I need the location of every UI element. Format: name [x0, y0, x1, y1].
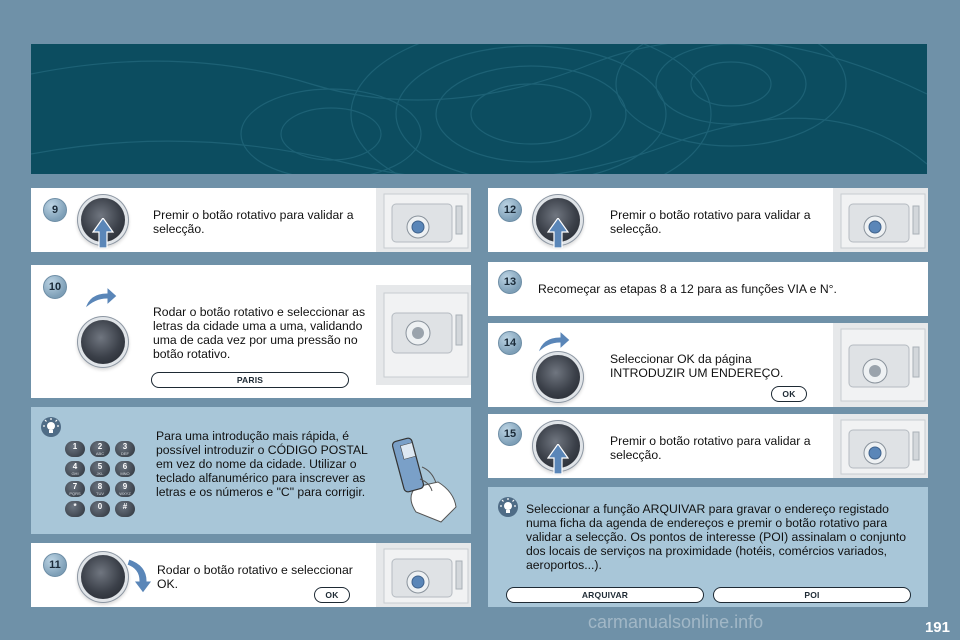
step-15-badge: 15: [498, 422, 522, 446]
alphanumeric-keypad: [65, 441, 137, 521]
keypad-key-digit: 5: [97, 462, 103, 471]
press-arrow-icon: [92, 218, 114, 248]
radio-unit-thumbnail: [376, 285, 471, 385]
tip-archive-panel: [488, 487, 928, 607]
step-11-text: Rodar o botão rotativo e seleccionar OK.: [157, 563, 353, 591]
header-banner: [31, 44, 927, 174]
radio-unit-thumbnail: [376, 543, 471, 607]
keypad-key-digit: 6: [122, 462, 128, 471]
keypad-key[interactable]: [90, 481, 110, 497]
keypad-key[interactable]: [90, 441, 110, 457]
radio-unit-thumbnail: [833, 188, 928, 252]
keypad-key-digit: 8: [97, 482, 103, 491]
keypad-key[interactable]: [65, 461, 85, 477]
keypad-key[interactable]: [115, 481, 135, 497]
rotate-arrow-icon: [83, 285, 119, 311]
step-14-text: Seleccionar OK da página INTRODUZIR UM ENDEREÇO.: [610, 352, 784, 380]
radio-unit-thumbnail: [833, 414, 928, 478]
step-12-panel: [488, 188, 928, 252]
keypad-key-digit: 0: [97, 502, 103, 511]
step-10-panel: [31, 265, 471, 398]
keypad-key[interactable]: [115, 501, 135, 517]
keypad-key-letters: MNO: [120, 471, 130, 476]
keypad-key-digit: 3: [122, 442, 128, 451]
step-9-text: Premir o botão rotativo para validar a selecção.: [153, 208, 354, 236]
keypad-key[interactable]: [65, 501, 85, 517]
keypad-key[interactable]: [65, 481, 85, 497]
ok-button[interactable]: OK: [771, 386, 807, 402]
step-10-text: Rodar o botão rotativo e seleccionar as letras da cidade uma a uma, validando uma de cada vez por uma pressão no botão rotativo.: [153, 305, 366, 361]
keypad-key[interactable]: [90, 501, 110, 517]
keypad-key-digit: 4: [72, 462, 78, 471]
keypad-key-letters: ABC: [95, 451, 105, 456]
step-12-text: Premir o botão rotativo para validar a selecção.: [610, 208, 811, 236]
press-arrow-icon: [547, 444, 569, 474]
keypad-key-digit: 7: [72, 482, 78, 491]
tip-archive-text: Seleccionar a função ARQUIVAR para gravar o endereço registado numa ficha da agenda de endereços e premir o botão rotativo para validar a selecção. Os pontos de interesse (POI) assinalam o conjunto dos locais de serviços na proximidade (hotéis, comércios variados, aeroportos...).: [526, 502, 907, 572]
rotary-knob: [81, 555, 125, 599]
step-12-badge: 12: [498, 198, 522, 222]
rotate-arrow-icon: [536, 329, 572, 355]
arquivar-button[interactable]: ARQUIVAR: [506, 587, 704, 603]
tip-postal-code-text: Para uma introdução mais rápida, é possível introduzir o CÓDIGO POSTAL em vez do nome da cidade. Utilizar o teclado alfanumérico para inscrever as letras e os números e "C" para corrigir.: [156, 429, 368, 499]
poi-button[interactable]: POI: [713, 587, 911, 603]
keypad-key-letters: WXYZ: [119, 491, 131, 496]
keypad-key-letters: GHI: [71, 471, 79, 476]
ok-button[interactable]: OK: [314, 587, 350, 603]
keypad-key-letters: TUV: [96, 491, 104, 496]
radio-unit-thumbnail: [833, 323, 928, 407]
keypad-key-digit: 9: [122, 482, 128, 491]
keypad-key-digit: #: [122, 502, 128, 511]
step-15-panel: [488, 414, 928, 478]
step-13-text: Recomeçar as etapas 8 a 12 para as funções VIA e N°.: [538, 282, 837, 296]
step-15-text: Premir o botão rotativo para validar a selecção.: [610, 434, 811, 462]
keypad-key-digit: *: [73, 502, 77, 511]
step-14-badge: 14: [498, 331, 522, 355]
keypad-key-digit: 2: [97, 442, 103, 451]
step-11-panel: [31, 543, 471, 607]
keypad-key[interactable]: [115, 441, 135, 457]
keypad-key[interactable]: [65, 441, 85, 457]
rotary-knob: [81, 320, 125, 364]
keypad-key-digit: 1: [72, 442, 78, 451]
lightbulb-icon: [497, 496, 519, 518]
step-13-badge: 13: [498, 270, 522, 294]
step-9-panel: [31, 188, 471, 252]
step-14-panel: [488, 323, 928, 407]
keypad-key[interactable]: [90, 461, 110, 477]
paris-option-button[interactable]: PARIS: [151, 372, 349, 388]
step-11-badge: 11: [43, 553, 67, 577]
keypad-key-letters: DEF: [121, 451, 129, 456]
phone-in-hand-icon: [376, 427, 471, 527]
step-10-badge: 10: [43, 275, 67, 299]
rotary-knob: [536, 355, 580, 399]
topographic-pattern: [31, 44, 927, 174]
rotate-arrow-icon: [125, 557, 153, 595]
tip-postal-code-panel: [31, 407, 471, 534]
radio-unit-thumbnail: [376, 188, 471, 252]
press-arrow-icon: [547, 218, 569, 248]
watermark-text: carmanualsonline.info: [588, 612, 764, 632]
lightbulb-icon: [40, 416, 62, 438]
keypad-key-letters: PQRS: [69, 491, 81, 496]
step-9-badge: 9: [43, 198, 67, 222]
step-13-panel: [488, 262, 928, 316]
keypad-key-letters: JKL: [96, 471, 104, 476]
keypad-key[interactable]: [115, 461, 135, 477]
page-number: 191: [924, 619, 950, 636]
